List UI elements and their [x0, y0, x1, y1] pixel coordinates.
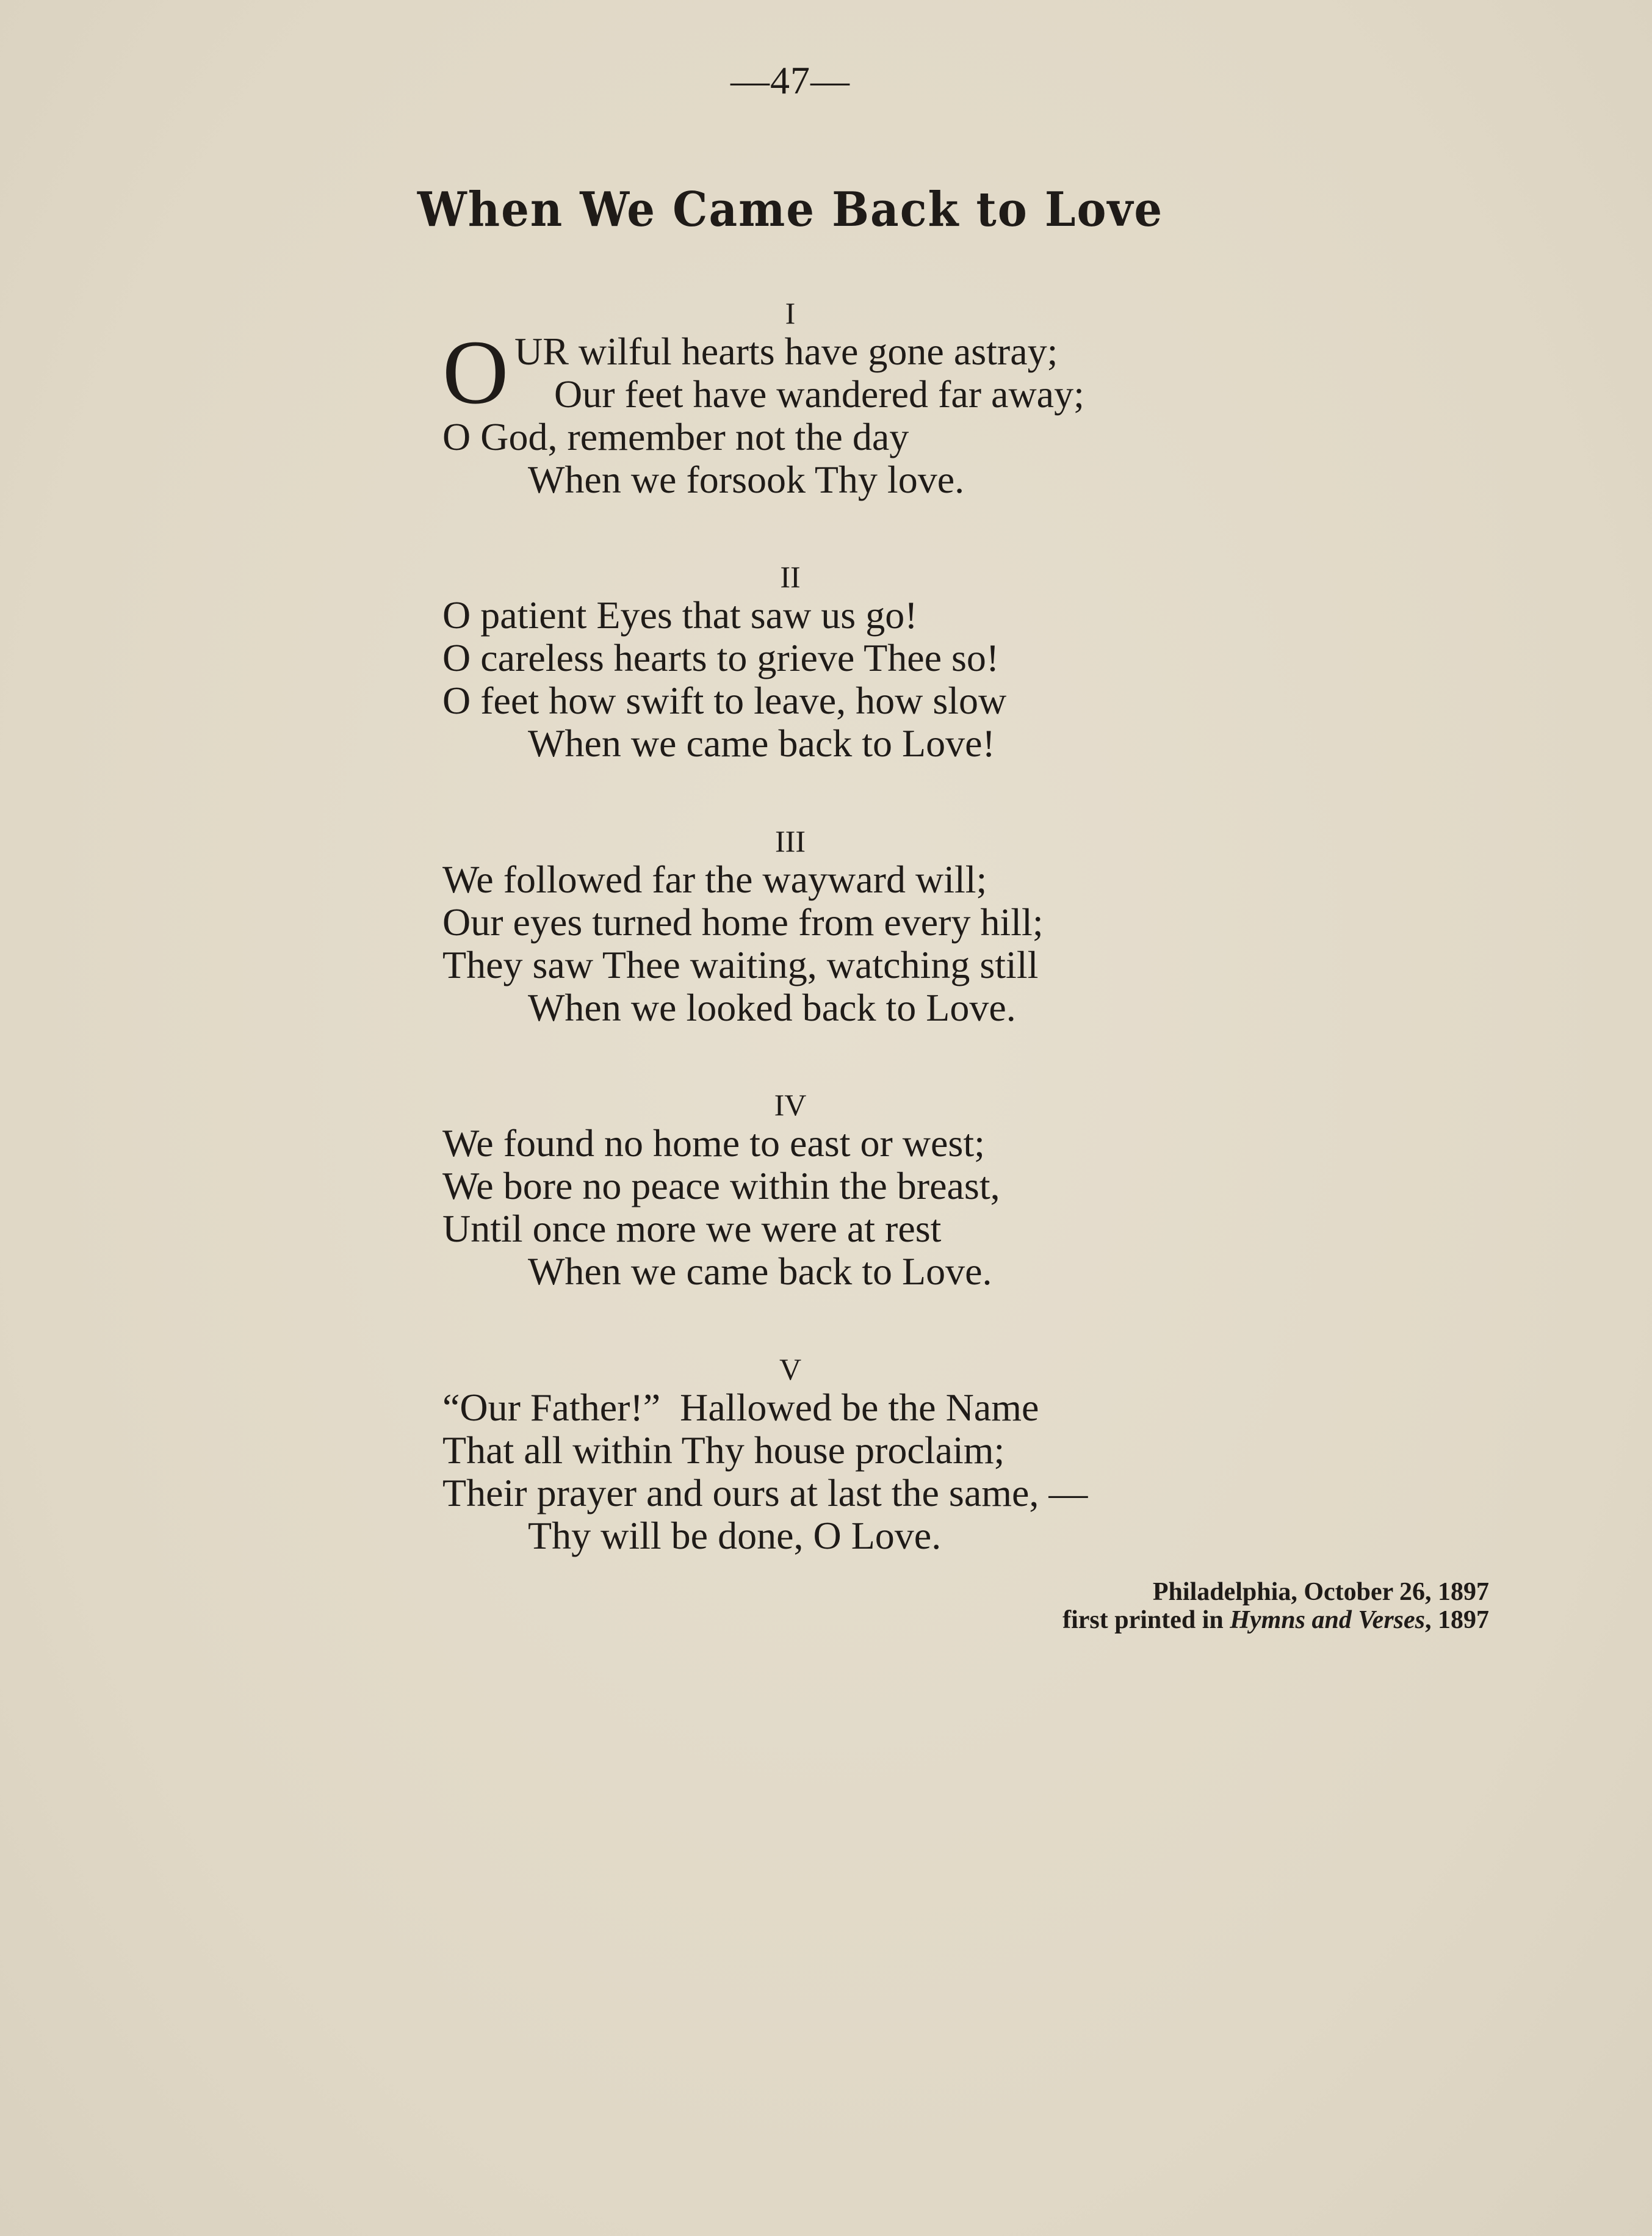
- poem-line: O careless hearts to grieve Thee so!: [442, 636, 1000, 679]
- drop-cap: O: [442, 322, 509, 423]
- stanza-numeral: III: [775, 824, 806, 858]
- attribution-prefix: first printed in: [1062, 1606, 1230, 1634]
- poem-line: When we came back to Love!: [528, 722, 995, 765]
- poem-line: Thy will be done, O Love.: [528, 1514, 942, 1557]
- stanza-numeral: V: [779, 1352, 802, 1386]
- poem-line: When we forsook Thy love.: [528, 458, 965, 501]
- poem-line: Their prayer and ours at last the same, —: [442, 1471, 1088, 1514]
- poem-line: They saw Thee waiting, watching still: [442, 943, 1039, 986]
- stanza-4: [442, 1088, 1297, 1293]
- attribution-suffix: , 1897: [1425, 1606, 1489, 1634]
- stanza-3: [442, 824, 1297, 1029]
- poem-line: O God, remember not the day: [442, 415, 909, 458]
- poem-line: Until once more we were at rest: [442, 1207, 942, 1250]
- poem-title: When We Came Back to Love: [417, 181, 1164, 237]
- stanza-5: [442, 1352, 1297, 1557]
- poem-line: When we came back to Love.: [528, 1250, 992, 1293]
- poem-line: “Our Father!” Hallowed be the Name: [442, 1386, 1039, 1429]
- stanza-lines: [442, 322, 1297, 501]
- poem-line: When we looked back to Love.: [528, 986, 1016, 1029]
- poem-line: We found no home to east or west;: [442, 1121, 985, 1165]
- stanza-2: [442, 560, 1297, 765]
- poem-line: We bore no peace within the breast,: [442, 1164, 1000, 1207]
- stanza-numeral: I: [785, 296, 796, 330]
- poem-line: Our feet have wandered far away;: [554, 372, 1084, 416]
- attribution: [793, 1578, 1489, 1634]
- poem-line: UR wilful hearts have gone astray;: [514, 330, 1058, 373]
- poem-line: O patient Eyes that saw us go!: [442, 593, 918, 637]
- page-number: —47—: [730, 59, 850, 102]
- poem-line: O feet how swift to leave, how slow: [442, 679, 1007, 722]
- attribution-publication: [793, 1606, 1489, 1634]
- stanza-1: [442, 296, 1297, 501]
- poem-line: Our eyes turned home from every hill;: [442, 900, 1044, 944]
- publication-title: Hymns and Verses: [1230, 1606, 1425, 1634]
- attribution-place-date: Philadelphia, October 26, 1897: [1152, 1578, 1489, 1606]
- poem-line: We followed far the wayward will;: [442, 858, 987, 901]
- stanza-numeral: IV: [774, 1088, 807, 1122]
- stanza-numeral: II: [780, 560, 801, 594]
- poem-line: That all within Thy house proclaim;: [442, 1428, 1005, 1472]
